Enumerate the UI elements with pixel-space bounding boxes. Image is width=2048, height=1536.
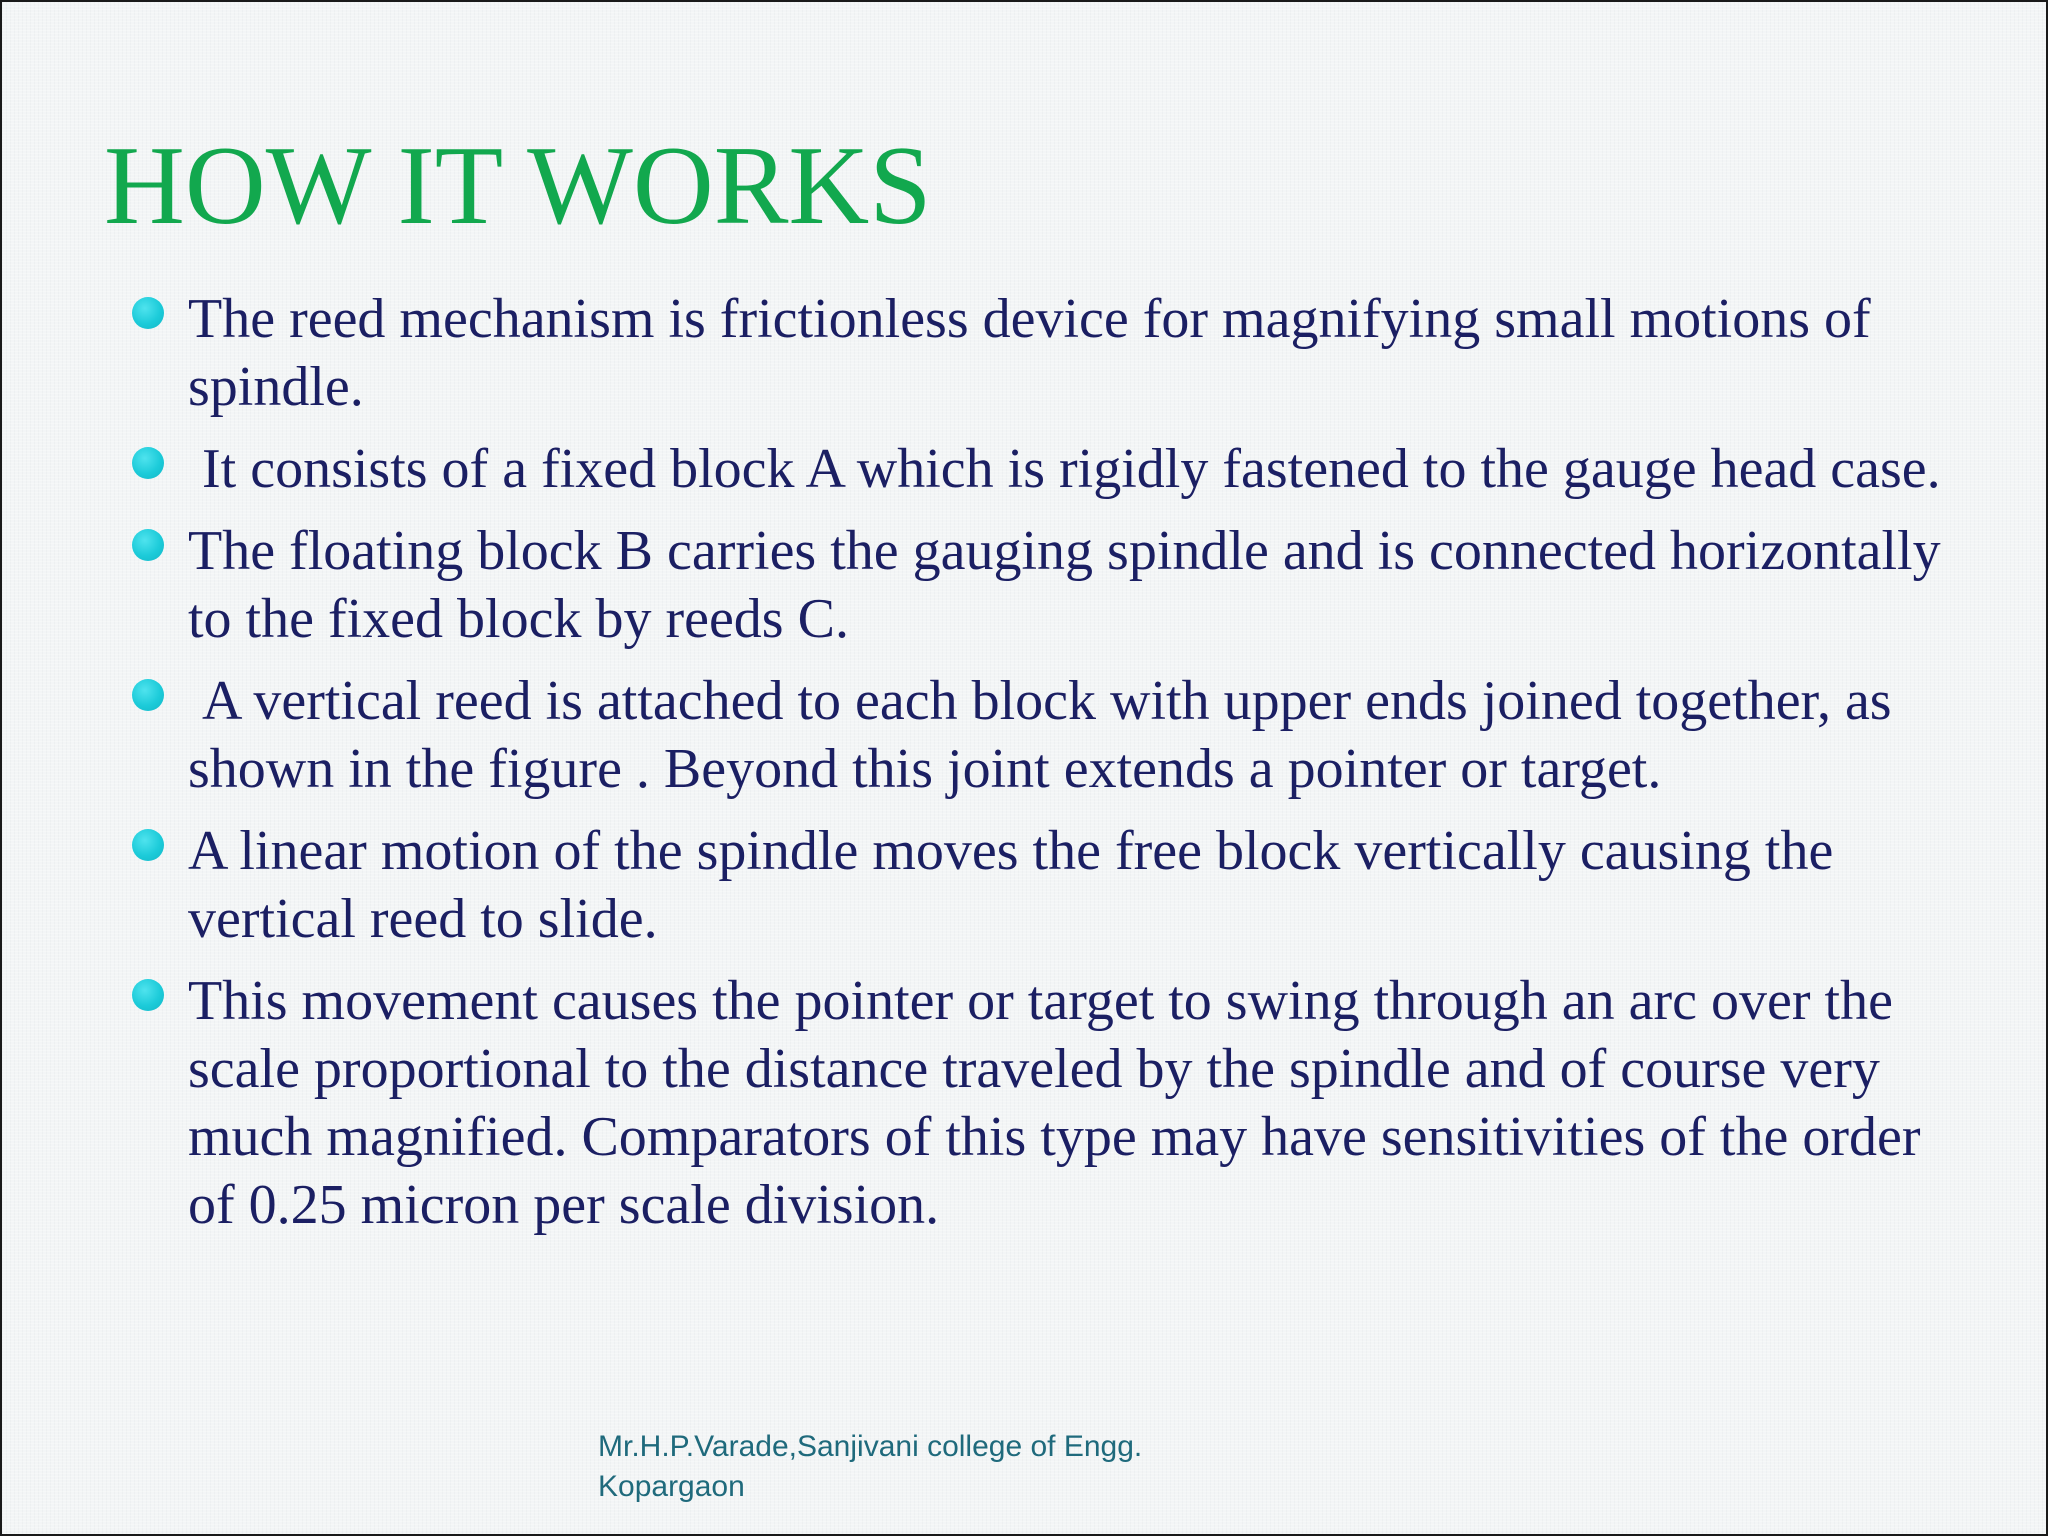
footer-location-line: Kopargaon bbox=[598, 1470, 745, 1503]
bullet-icon bbox=[132, 529, 164, 561]
bullet-item bbox=[128, 667, 1978, 803]
bullet-icon bbox=[132, 679, 164, 711]
bullet-icon bbox=[132, 297, 164, 329]
bullet-text: This movement causes the pointer or target to swing through an arc over the scale proportional to the distance traveled by the spindle and of course very much magnified. Comparators of this type may have sensitivities of the order of 0.25 micron per scale division. bbox=[188, 970, 1921, 1236]
bullet-icon bbox=[132, 979, 164, 1011]
bullet-list bbox=[128, 285, 1978, 1253]
footer-author-line: Mr.H.P.Varade,Sanjivani college of Engg. bbox=[598, 1430, 1143, 1463]
bullet-text: A vertical reed is attached to each block with upper ends joined together, as shown in the figure . Beyond this joint extends a pointer or target. bbox=[188, 670, 1906, 800]
slide-title: HOW IT WORKS bbox=[104, 124, 932, 248]
bullet-item bbox=[128, 817, 1978, 953]
bullet-text: The reed mechanism is frictionless device for magnifying small motions of spindle. bbox=[188, 288, 1871, 418]
bullet-icon bbox=[132, 447, 164, 479]
bullet-item bbox=[128, 435, 1978, 503]
bullet-item bbox=[128, 967, 1978, 1239]
bullet-icon bbox=[132, 829, 164, 861]
bullet-text: A linear motion of the spindle moves the free block vertically causing the vertical reed to slide. bbox=[188, 820, 1834, 950]
bullet-item bbox=[128, 285, 1978, 421]
bullet-text: It consists of a fixed block A which is rigidly fastened to the gauge head case. bbox=[188, 438, 1941, 500]
slide-footer bbox=[598, 1427, 1142, 1507]
bullet-item bbox=[128, 517, 1978, 653]
bullet-text: The floating block B carries the gauging spindle and is connected horizontally to the fixed block by reeds C. bbox=[188, 520, 1941, 650]
